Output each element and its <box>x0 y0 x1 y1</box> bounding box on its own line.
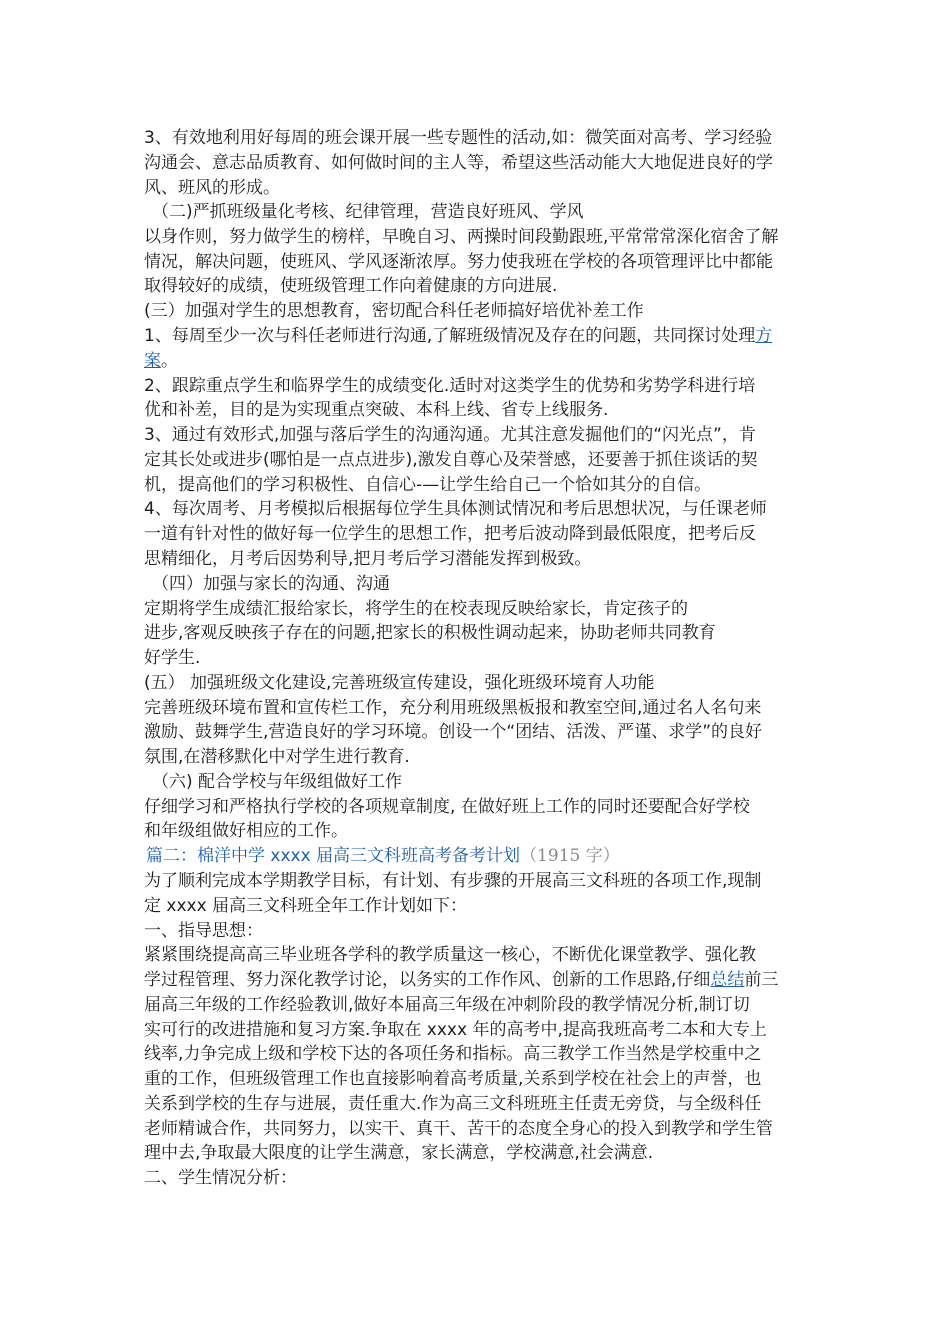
text-line: 定其长处或进步(哪怕是一点点进步),激发自尊心及荣誉感，还要善于抓住谈话的契 <box>144 450 758 470</box>
text-line: 进步,客观反映孩子存在的问题,把家长的积极性调动起来，协助老师共同教育 <box>144 623 716 643</box>
text-line: 3、通过有效形式,加强与落后学生的沟通沟通。尤其注意发掘他们的“闪光点”，肯 <box>144 425 756 445</box>
text-line: 思精细化，月考后因势利导,把月考后学习潜能发挥到极致。 <box>144 549 592 569</box>
text-line: 理中去,争取最大限度的让学生满意，家长满意，学校满意,社会满意. <box>144 1143 654 1163</box>
section-heading: (三）加强对学生的思想教育，密切配合科任老师搞好培优补差工作 <box>144 301 644 321</box>
text-line: 完善班级环境布置和宣传栏工作，充分利用班级黑板报和教室空间,通过名人名句来 <box>144 698 762 718</box>
text-line: 机，提高他们的学习积极性、自信心-—让学生给自己一个恰如其分的自信。 <box>144 475 712 495</box>
text-line: 仔细学习和严格执行学校的各项规章制度, 在做好班上工作的同时还要配合好学校 <box>144 797 750 817</box>
link-zongjie[interactable]: 总结 <box>710 970 745 990</box>
text-line: 老师精诚合作，共同努力，以实干、真干、苦干的态度全身心的投入到教学和学生管 <box>144 1119 773 1139</box>
text-line: 沟通会、意志品质教育、如何做时间的主人等，希望这些活动能大大地促进良好的学 <box>144 153 773 173</box>
section-heading: （四）加强与家长的沟通、沟通 <box>152 574 390 594</box>
text-line: 重的工作，但班级管理工作也直接影响着高考质量,关系到学校在社会上的声誉，也 <box>144 1069 762 1089</box>
section-heading: (五） 加强班级文化建设,完善班级宣传建设，强化班级环境育人功能 <box>144 673 655 693</box>
word-count: （1915 字） <box>520 846 620 866</box>
text-line: 以身作则，努力做学生的榜样，早晚自习、两操时间段勤跟班,平常常常深化宿舍了解 <box>144 227 779 247</box>
text-line: 氛围,在潜移默化中对学生进行教育. <box>144 747 410 767</box>
text-line: 取得较好的成绩，使班级管理工作向着健康的方向进展. <box>144 276 558 296</box>
section-heading: 二、学生情况分析： <box>144 1168 297 1188</box>
text-line: 一、指导思想： <box>144 921 263 941</box>
text-line: 一道有针对性的做好每一位学生的思想工作，把考后波动降到最低限度，把考后反 <box>144 524 756 544</box>
section-heading: （二)严抓班级量化考核、纪律管理，营造良好班风、学风 <box>152 202 584 222</box>
text-line: 紧紧围绕提高高三毕业班各学科的教学质量这一核心，不断优化课堂教学、强化教 <box>144 945 756 965</box>
text-line: 4、每次周考、月考模拟后根据每位学生具体测试情况和考后思想状况，与任课老师 <box>144 499 767 519</box>
text-line: 优和补差，目的是为实现重点突破、本科上线、省专上线服务. <box>144 400 609 420</box>
text-line: 线率,力争完成上级和学校下达的各项任务和指标。高三教学工作当然是学校重中之 <box>144 1044 762 1064</box>
link-fangan-cont[interactable]: 案 <box>144 351 161 371</box>
text-line: 届高三年级的工作经验教训,做好本届高三年级在冲刺阶段的教学情况分析,制订切 <box>144 995 750 1015</box>
text-line: 和年级组做好相应的工作。 <box>144 821 348 841</box>
text-line: 3、有效地利用好每周的班会课开展一些专题性的活动,如：微笑面对高考、学习经验 <box>144 128 773 148</box>
text-line: 激励、鼓舞学生,营造良好的学习环境。创设一个“团结、活泼、严谨、求学”的良好 <box>144 722 763 742</box>
text-line <box>144 349 178 373</box>
text-line: 实可行的改进措施和复习方案.争取在 xxxx 年的高考中,提高我班高考二本和大专上 <box>144 1020 767 1040</box>
text-span: 1、每周至少一次与科任老师进行沟通,了解班级情况及存在的问题，共同探讨处理 <box>144 326 756 346</box>
text-line: 2、跟踪重点学生和临界学生的成绩变化.适时对这类学生的优势和劣势学科进行培 <box>144 376 756 396</box>
text-line: 定 xxxx 届高三文科班全年工作计划如下： <box>144 896 468 916</box>
text-line: 风、班风的形成。 <box>144 178 280 198</box>
text-line: 为了顺利完成本学期教学目标，有计划、有步骤的开展高三文科班的各项工作,现制 <box>144 871 762 891</box>
link-fangan[interactable]: 方 <box>755 326 773 346</box>
text-span: 学过程管理、努力深化教学讨论，以务实的工作作风、创新的工作思路,仔细 <box>144 970 711 990</box>
article-title-link[interactable]: 篇二：棉洋中学 xxxx 届高三文科班高考备考计划 <box>146 846 521 866</box>
text-line: 好学生. <box>144 648 201 668</box>
text-line: 关系到学校的生存与进展，责任重大.作为高三文科班班主任责无旁贷，与全级科任 <box>144 1094 762 1114</box>
section-heading: （六) 配合学校与年级组做好工作 <box>152 772 403 792</box>
text-line: 情况，解决问题，使班风、学风逐渐浓厚。努力使我班在学校的各项管理评比中都能 <box>144 252 773 272</box>
text-line: 定期将学生成绩汇报给家长，将学生的在校表现反映给家长，肯定孩子的 <box>144 599 688 619</box>
text-line <box>144 324 772 348</box>
text-span: 。 <box>161 351 178 371</box>
text-line <box>144 968 778 992</box>
article-heading <box>146 844 620 868</box>
text-span: 前三 <box>744 970 779 990</box>
